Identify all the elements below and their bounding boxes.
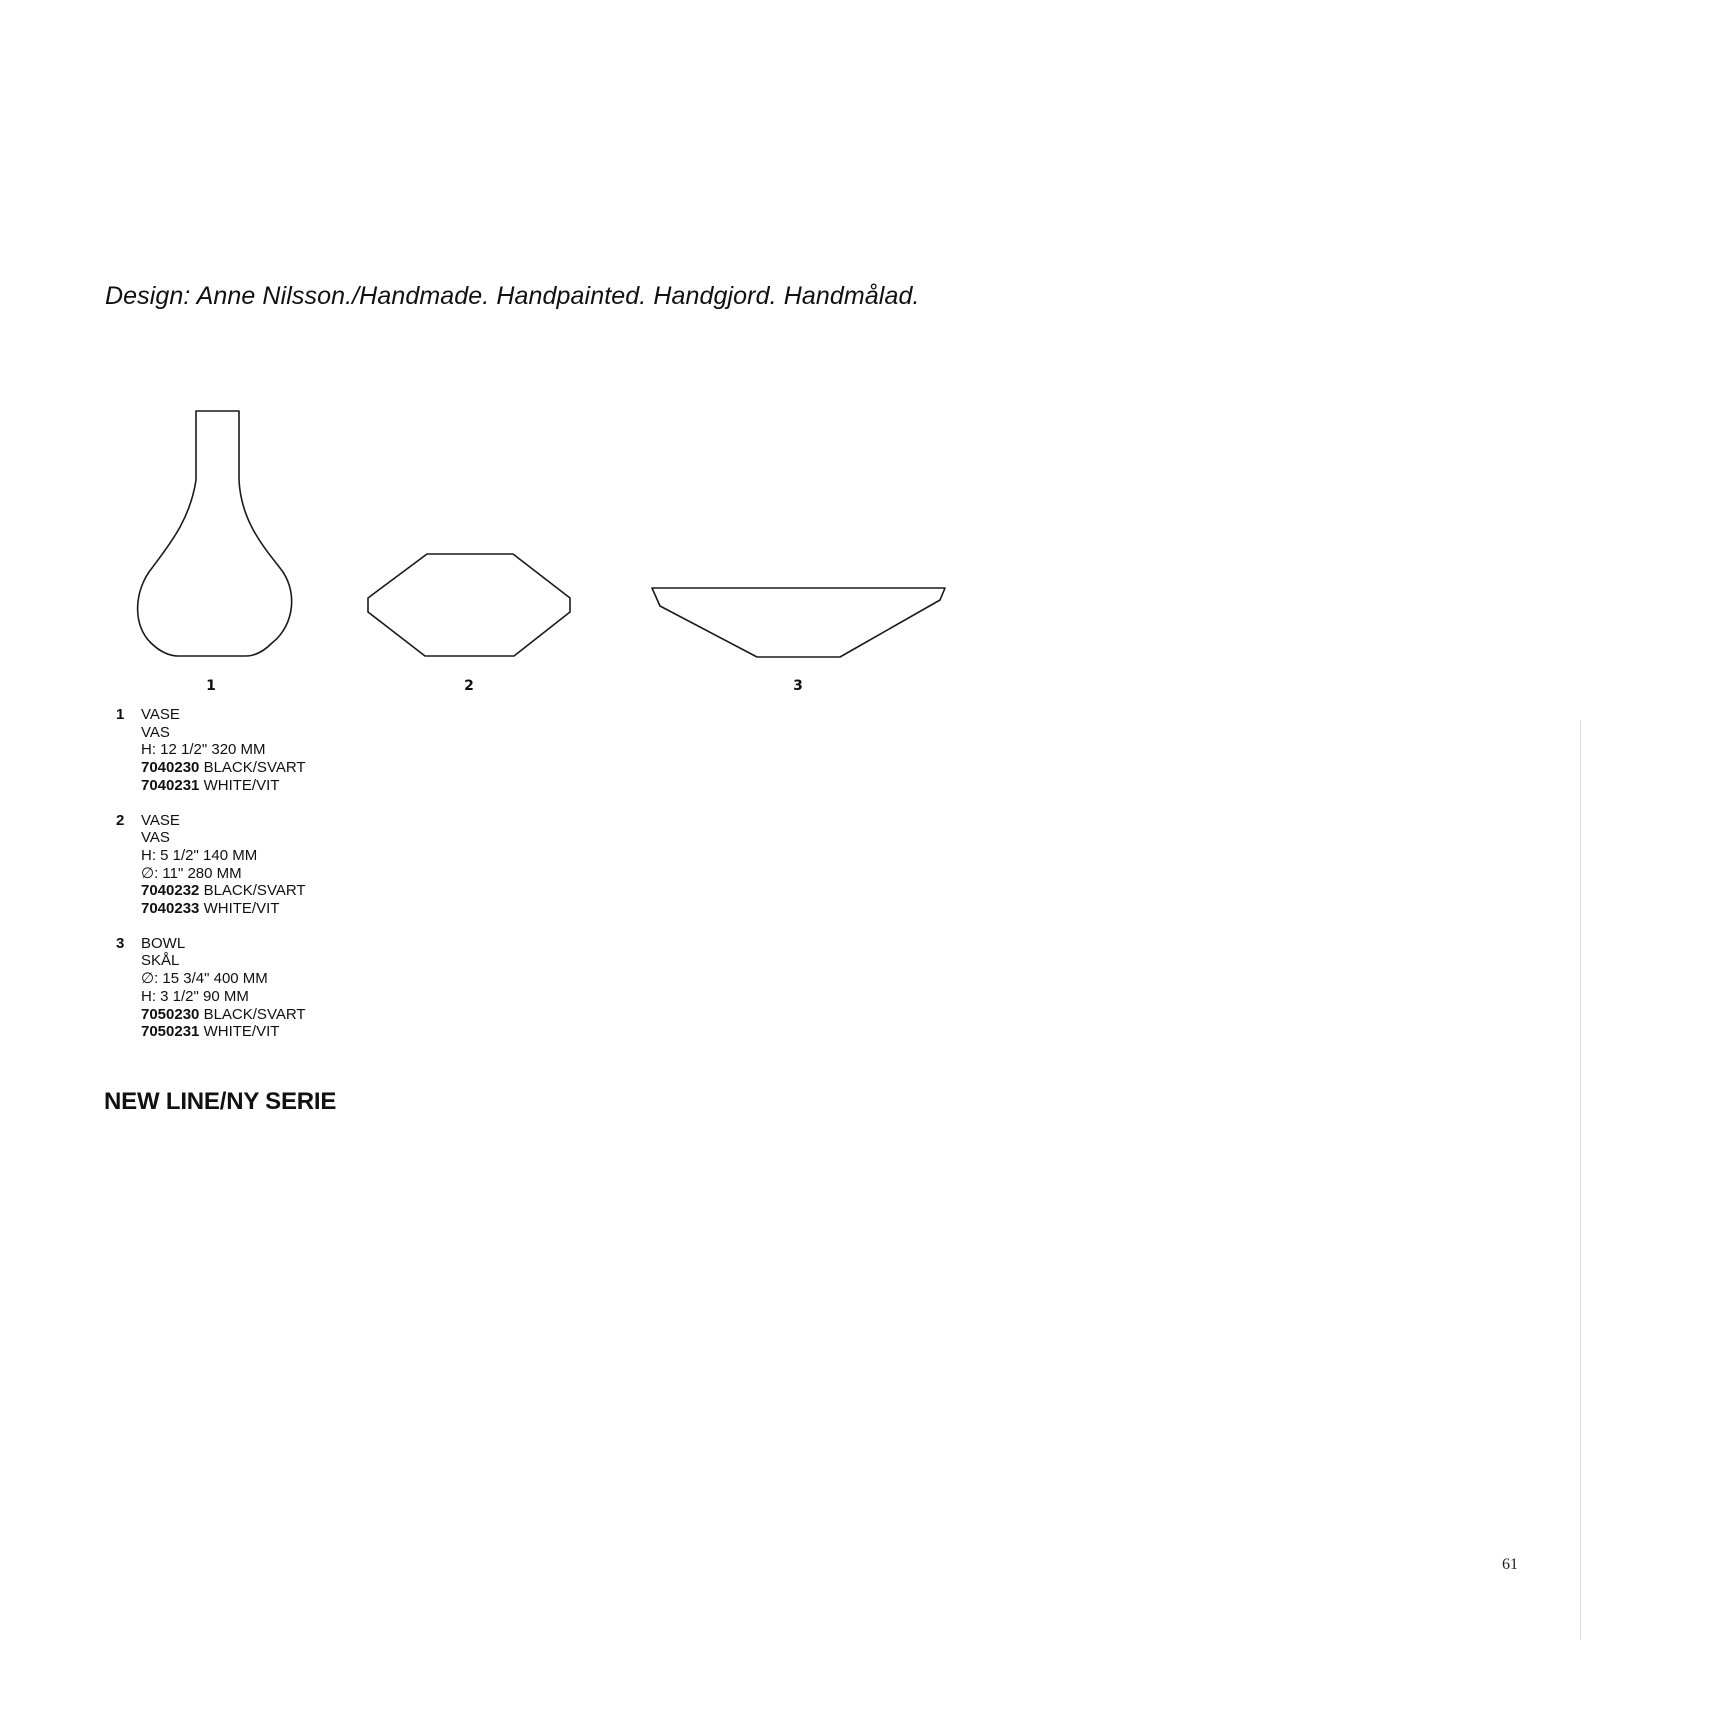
figure-number-1: 1 <box>206 678 216 694</box>
variant-color: WHITE/VIT <box>203 776 280 794</box>
product-name-en: VASE <box>141 706 180 723</box>
product-spec-body <box>141 935 306 1041</box>
product-variant <box>141 900 306 918</box>
product-dimension: H: 3 1/2" 90 MM <box>141 987 249 1005</box>
product-variant <box>141 1006 306 1024</box>
variant-color: WHITE/VIT <box>203 900 280 918</box>
variant-color: WHITE/VIT <box>203 1023 280 1041</box>
product-number: 3 <box>116 934 125 952</box>
article-code: 7040233 <box>141 900 200 918</box>
product-dimension: ∅: 11" 280 MM <box>141 864 242 882</box>
product-number: 1 <box>116 706 125 723</box>
product-name-en: BOWL <box>141 934 186 952</box>
product-spec-item <box>116 812 306 918</box>
product-spec-body <box>141 812 306 918</box>
variant-color: BLACK/SVART <box>203 882 306 900</box>
design-credit-line: Design: Anne Nilsson./Handmade. Handpainted. Handgjord. Handmålad. <box>105 282 920 310</box>
article-code: 7040230 <box>141 759 200 777</box>
product-name-sv: VAS <box>141 723 170 741</box>
product-spec-item <box>116 935 306 1041</box>
product-variant <box>141 882 306 900</box>
product-dimension: H: 12 1/2" 320 MM <box>141 741 266 759</box>
page-gutter-divider <box>1580 720 1581 1640</box>
hexagonal-vase-outline-icon <box>368 554 570 656</box>
product-variant <box>141 777 306 795</box>
bottle-vase-outline-icon <box>138 411 292 656</box>
product-name-en: VASE <box>141 811 180 829</box>
product-variant <box>141 759 306 777</box>
article-code: 7040232 <box>141 882 200 900</box>
article-code: 7050230 <box>141 1005 200 1023</box>
article-code: 7050231 <box>141 1023 200 1041</box>
product-name-sv: SKÅL <box>141 952 180 970</box>
figure-number-2: 2 <box>464 678 474 694</box>
article-code: 7040231 <box>141 776 200 794</box>
product-variant <box>141 1023 306 1041</box>
product-dimension: H: 5 1/2" 140 MM <box>141 846 258 864</box>
product-spec-body <box>141 706 306 795</box>
bowl-outline-icon <box>652 588 945 657</box>
figure-number-3: 3 <box>793 678 803 694</box>
product-number: 2 <box>116 811 125 829</box>
product-spec-list <box>116 706 306 1058</box>
variant-color: BLACK/SVART <box>203 1005 306 1023</box>
product-name-sv: VAS <box>141 829 170 847</box>
product-dimension: ∅: 15 3/4" 400 MM <box>141 970 268 988</box>
new-line-heading: NEW LINE/NY SERIE <box>104 1088 337 1115</box>
product-spec-item <box>116 706 306 795</box>
variant-color: BLACK/SVART <box>203 759 306 777</box>
page-number: 61 <box>1502 1556 1518 1573</box>
